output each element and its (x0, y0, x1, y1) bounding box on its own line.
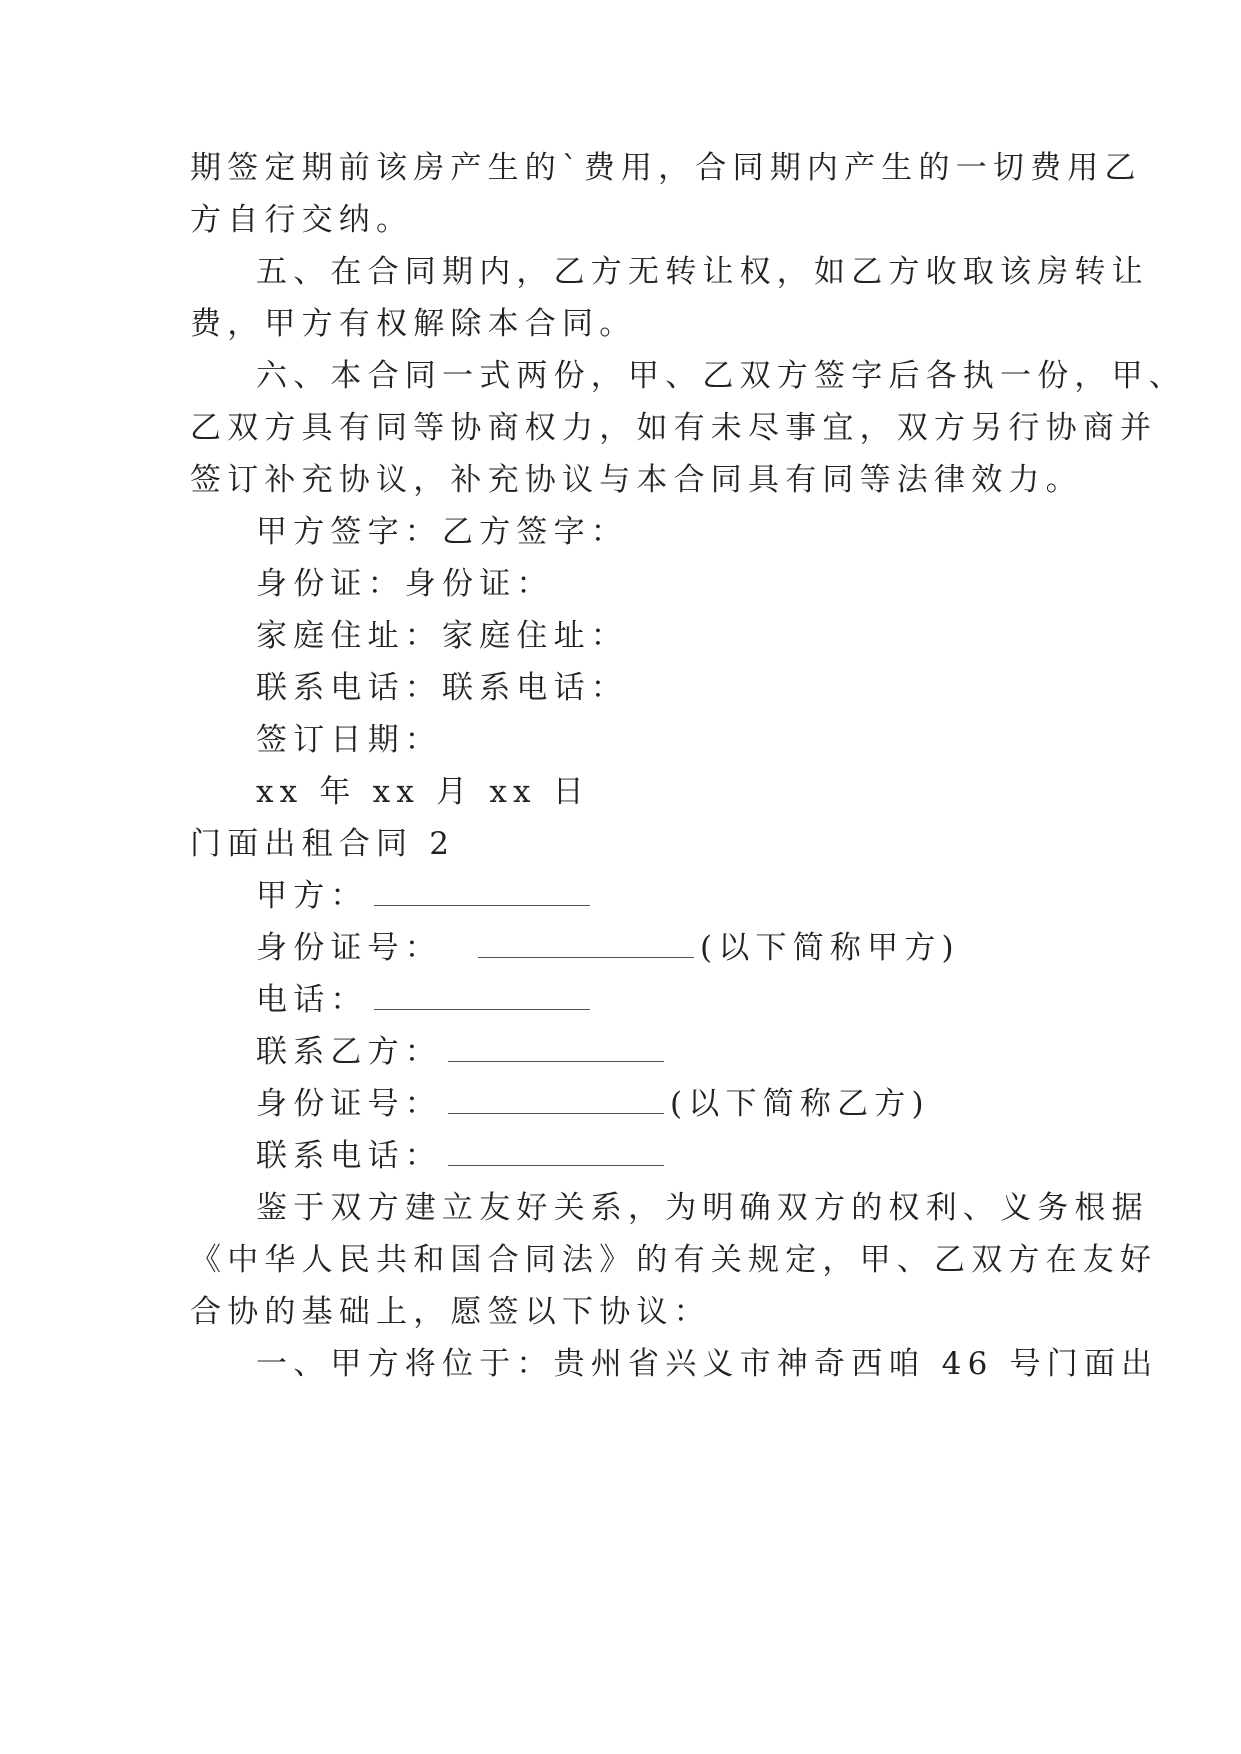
id-b-suffix: (以下简称乙方) (670, 1086, 930, 1122)
id-a-row (256, 928, 1126, 968)
id-a-suffix: (以下简称甲方) (700, 930, 960, 966)
clause-five: 五、在合同期内，乙方无转让权，如乙方收取该房转让 (256, 254, 1149, 290)
contact-b-blank (448, 1035, 664, 1062)
id-a-label: 身份证号： (256, 930, 442, 966)
contact-phone-label: 联系电话： (256, 1138, 442, 1174)
text-line: 《中华人民共和国合同法》的有关规定，甲、乙双方在友好 (190, 1242, 1158, 1278)
phone-row (256, 980, 1126, 1020)
id-card-line: 身份证：身份证： (256, 566, 554, 602)
id-b-row (256, 1084, 1126, 1124)
text-line: 乙双方具有同等协商权力，如有未尽事宜，双方另行协商并 (190, 410, 1158, 446)
contract-title: 门面出租合同 2 (190, 826, 456, 862)
contact-phone-blank (448, 1139, 664, 1166)
id-b-blank (448, 1087, 664, 1114)
contact-b-row (256, 1032, 1126, 1072)
party-a-blank (374, 879, 590, 906)
contact-b-label: 联系乙方： (256, 1034, 442, 1070)
sign-date-label: 签订日期： (256, 722, 442, 758)
clause-six: 六、本合同一式两份，甲、乙双方签字后各执一份，甲、 (256, 358, 1186, 394)
id-b-label: 身份证号： (256, 1086, 442, 1122)
phone-line: 联系电话：联系电话： (256, 670, 628, 706)
address-line: 家庭住址：家庭住址： (256, 618, 628, 654)
preamble-line: 鉴于双方建立友好关系，为明确双方的权利、义务根据 (256, 1190, 1149, 1226)
clause-one: 一、甲方将位于：贵州省兴义市神奇西咱 46 号门面出 (256, 1346, 1159, 1382)
text-line: 合协的基础上，愿签以下协议： (190, 1294, 711, 1330)
text-line: 期签定期前该房产生的`费用，合同期内产生的一切费用乙 (190, 150, 1142, 186)
contact-phone-row (256, 1136, 1126, 1176)
id-a-blank (478, 931, 694, 958)
text-line: 方自行交纳。 (190, 202, 414, 238)
phone-blank (374, 983, 590, 1010)
signature-line: 甲方签字：乙方签字： (256, 514, 628, 550)
party-a-row (256, 876, 1126, 916)
text-line: 签订补充协议，补充协议与本合同具有同等法律效力。 (190, 462, 1083, 498)
sign-date-value: xx 年 xx 月 xx 日 (256, 774, 590, 810)
phone-label: 电话： (256, 982, 368, 1018)
text-line: 费，甲方有权解除本合同。 (190, 306, 637, 342)
party-a-label: 甲方： (256, 878, 368, 914)
